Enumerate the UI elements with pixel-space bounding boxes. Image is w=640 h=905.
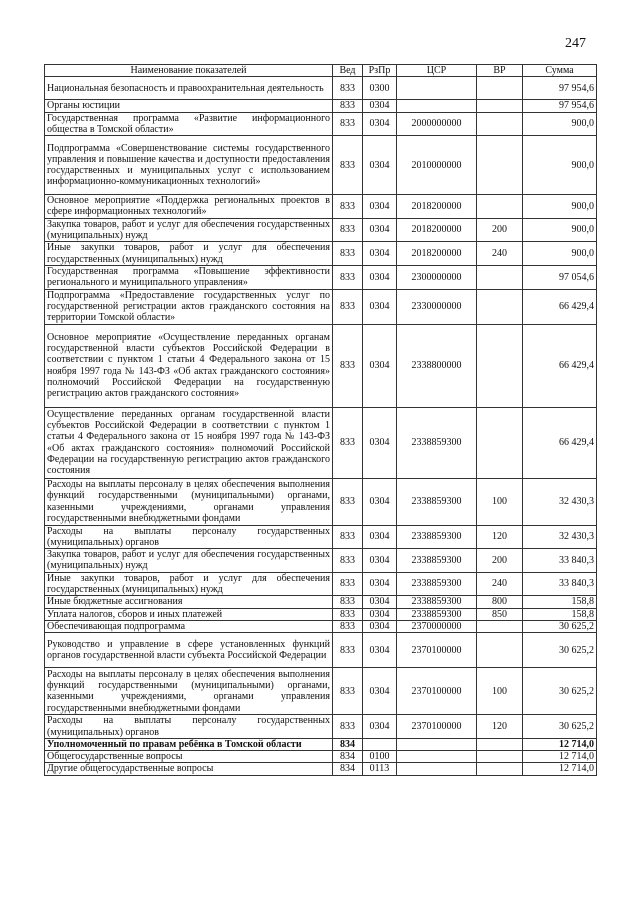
cell-vr [477, 77, 523, 100]
cell-sum: 97 054,6 [523, 265, 597, 289]
cell-vr: 200 [477, 218, 523, 242]
cell-sum: 66 429,4 [523, 324, 597, 407]
cell-sum: 66 429,4 [523, 289, 597, 324]
cell-rzpr: 0304 [363, 549, 397, 573]
cell-rzpr: 0304 [363, 265, 397, 289]
cell-ved: 834 [333, 738, 363, 750]
cell-name: Основное мероприятие «Поддержка региональных проектов в сфере информационных технологий» [45, 195, 333, 219]
cell-sum: 158,8 [523, 596, 597, 608]
cell-name: Иные закупки товаров, работ и услуг для обеспечения государственных (муниципальных) нужд [45, 242, 333, 266]
table-row [45, 596, 597, 608]
cell-rzpr: 0113 [363, 763, 397, 775]
cell-ved: 833 [333, 608, 363, 620]
cell-name: Иные закупки товаров, работ и услуг для обеспечения государственных (муниципальных) нужд [45, 572, 333, 596]
cell-vr [477, 633, 523, 668]
cell-csr: 2338859300 [397, 596, 477, 608]
cell-ved: 833 [333, 112, 363, 136]
cell-sum: 900,0 [523, 218, 597, 242]
cell-ved: 833 [333, 596, 363, 608]
table-row [45, 195, 597, 219]
cell-rzpr: 0100 [363, 751, 397, 763]
cell-sum: 12 714,0 [523, 763, 597, 775]
table-row [45, 478, 597, 525]
cell-rzpr: 0304 [363, 633, 397, 668]
cell-vr: 100 [477, 478, 523, 525]
cell-name: Расходы на выплаты персоналу государственных (муниципальных) органов [45, 525, 333, 549]
cell-sum: 30 625,2 [523, 620, 597, 632]
cell-sum: 12 714,0 [523, 751, 597, 763]
cell-rzpr: 0304 [363, 572, 397, 596]
cell-rzpr: 0304 [363, 136, 397, 195]
cell-rzpr: 0304 [363, 242, 397, 266]
header-vr: ВР [477, 65, 523, 77]
budget-table [44, 64, 597, 776]
cell-name: Органы юстиции [45, 100, 333, 112]
cell-csr [397, 751, 477, 763]
table-row [45, 265, 597, 289]
cell-csr: 2018200000 [397, 218, 477, 242]
cell-vr [477, 620, 523, 632]
cell-sum: 97 954,6 [523, 100, 597, 112]
cell-rzpr: 0304 [363, 596, 397, 608]
cell-csr: 2000000000 [397, 112, 477, 136]
header-csr: ЦСР [397, 65, 477, 77]
table-row [45, 218, 597, 242]
cell-csr [397, 100, 477, 112]
cell-sum: 30 625,2 [523, 633, 597, 668]
cell-vr [477, 751, 523, 763]
cell-ved: 833 [333, 525, 363, 549]
cell-ved: 833 [333, 407, 363, 478]
table-row [45, 572, 597, 596]
cell-csr: 2338859300 [397, 407, 477, 478]
cell-vr [477, 265, 523, 289]
table-row [45, 715, 597, 739]
cell-rzpr: 0304 [363, 608, 397, 620]
page-number: 247 [565, 36, 586, 51]
table-row [45, 242, 597, 266]
cell-name: Закупка товаров, работ и услуг для обеспечения государственных (муниципальных) нужд [45, 549, 333, 573]
cell-sum: 97 954,6 [523, 77, 597, 100]
table-row [45, 633, 597, 668]
cell-name: Государственная программа «Повышение эффективности регионального и муниципального управления» [45, 265, 333, 289]
header-rzpr: РзПр [363, 65, 397, 77]
cell-csr: 2338859300 [397, 525, 477, 549]
table-row [45, 525, 597, 549]
cell-sum: 900,0 [523, 136, 597, 195]
cell-ved: 833 [333, 218, 363, 242]
cell-sum: 33 840,3 [523, 549, 597, 573]
cell-ved: 833 [333, 195, 363, 219]
cell-csr: 2370000000 [397, 620, 477, 632]
cell-rzpr: 0304 [363, 668, 397, 715]
table-row [45, 407, 597, 478]
cell-rzpr: 0304 [363, 112, 397, 136]
cell-vr: 240 [477, 242, 523, 266]
cell-csr: 2370100000 [397, 715, 477, 739]
cell-vr [477, 289, 523, 324]
cell-csr: 2018200000 [397, 242, 477, 266]
cell-rzpr: 0304 [363, 195, 397, 219]
table-row [45, 620, 597, 632]
cell-name: Расходы на выплаты персоналу государственных (муниципальных) органов [45, 715, 333, 739]
cell-csr: 2370100000 [397, 668, 477, 715]
cell-vr [477, 738, 523, 750]
table-row [45, 751, 597, 763]
table-row [45, 100, 597, 112]
cell-name: Закупка товаров, работ и услуг для обеспечения государственных (муниципальных) нужд [45, 218, 333, 242]
cell-csr: 2300000000 [397, 265, 477, 289]
cell-name: Государственная программа «Развитие информационного общества в Томской области» [45, 112, 333, 136]
cell-sum: 32 430,3 [523, 478, 597, 525]
cell-ved: 833 [333, 265, 363, 289]
cell-vr [477, 407, 523, 478]
cell-vr [477, 763, 523, 775]
cell-rzpr: 0304 [363, 407, 397, 478]
cell-name: Руководство и управление в сфере установленных функций органов государственной власти субъекта Российской Федерации [45, 633, 333, 668]
cell-sum: 30 625,2 [523, 715, 597, 739]
cell-vr [477, 195, 523, 219]
table-row [45, 608, 597, 620]
cell-name: Общегосударственные вопросы [45, 751, 333, 763]
cell-vr: 800 [477, 596, 523, 608]
table-row [45, 668, 597, 715]
cell-rzpr [363, 738, 397, 750]
cell-ved: 833 [333, 136, 363, 195]
cell-vr [477, 324, 523, 407]
cell-csr: 2370100000 [397, 633, 477, 668]
table-row [45, 289, 597, 324]
cell-rzpr: 0304 [363, 715, 397, 739]
cell-vr: 200 [477, 549, 523, 573]
cell-csr: 2338859300 [397, 572, 477, 596]
cell-csr: 2330000000 [397, 289, 477, 324]
cell-rzpr: 0300 [363, 77, 397, 100]
cell-vr [477, 136, 523, 195]
header-name: Наименование показателей [45, 65, 333, 77]
cell-csr: 2338859300 [397, 478, 477, 525]
cell-ved: 833 [333, 549, 363, 573]
cell-csr: 2338859300 [397, 549, 477, 573]
cell-sum: 900,0 [523, 242, 597, 266]
cell-ved: 834 [333, 751, 363, 763]
cell-name: Подпрограмма «Предоставление государственных услуг по государственной регистрации актов гражданского состояния на территории Томской области» [45, 289, 333, 324]
table-body [45, 77, 597, 775]
cell-csr [397, 763, 477, 775]
cell-csr [397, 77, 477, 100]
cell-ved: 833 [333, 324, 363, 407]
cell-name: Уполномоченный по правам ребёнка в Томской области [45, 738, 333, 750]
cell-csr [397, 738, 477, 750]
cell-name: Обеспечивающая подпрограмма [45, 620, 333, 632]
cell-sum: 66 429,4 [523, 407, 597, 478]
cell-csr: 2018200000 [397, 195, 477, 219]
cell-ved: 833 [333, 100, 363, 112]
cell-name: Расходы на выплаты персоналу в целях обеспечения выполнения функций государственными (муниципальными) органами, казенными учреждениями, органами управления государственными внебюджетными фондами [45, 668, 333, 715]
cell-vr: 850 [477, 608, 523, 620]
cell-name: Национальная безопасность и правоохранительная деятельность [45, 77, 333, 100]
cell-ved: 833 [333, 668, 363, 715]
cell-vr: 120 [477, 525, 523, 549]
cell-vr [477, 112, 523, 136]
cell-name: Иные бюджетные ассигнования [45, 596, 333, 608]
cell-name: Другие общегосударственные вопросы [45, 763, 333, 775]
cell-name: Осуществление переданных органам государственной власти субъектов Российской Федерации в соответствии с пунктом 1 статьи 4 Федерального закона от 15 ноября 1997 года № 143-ФЗ «Об актах гражданского состояния» полномочий Российской Федерации на государственную регистрацию актов гражданского состояния [45, 407, 333, 478]
header-ved: Вед [333, 65, 363, 77]
cell-ved: 833 [333, 572, 363, 596]
cell-csr: 2338859300 [397, 608, 477, 620]
table-header-row [45, 65, 597, 77]
cell-ved: 833 [333, 478, 363, 525]
table-row [45, 136, 597, 195]
cell-sum: 12 714,0 [523, 738, 597, 750]
cell-sum: 33 840,3 [523, 572, 597, 596]
cell-name: Подпрограмма «Совершенствование системы государственного управления и повышение качества и доступности предоставления государственных и муниципальных услуг с использованием информационно-коммуникационных технологий» [45, 136, 333, 195]
table-row [45, 738, 597, 750]
table-row [45, 324, 597, 407]
cell-vr [477, 100, 523, 112]
cell-sum: 900,0 [523, 195, 597, 219]
cell-rzpr: 0304 [363, 100, 397, 112]
header-sum: Сумма [523, 65, 597, 77]
table-row [45, 549, 597, 573]
cell-vr: 120 [477, 715, 523, 739]
cell-name: Основное мероприятие «Осуществление переданных органам государственной власти субъектов Российской Федерации в соответствии с пунктом 1 статьи 4 Федерального закона от 15 ноября 1997 года № 143-ФЗ «Об актах гражданского состояния» полномочий Российской Федерации на государственную регистрацию актов гражданского состояния» [45, 324, 333, 407]
cell-ved: 833 [333, 633, 363, 668]
cell-ved: 834 [333, 763, 363, 775]
cell-rzpr: 0304 [363, 620, 397, 632]
cell-name: Уплата налогов, сборов и иных платежей [45, 608, 333, 620]
table-row [45, 112, 597, 136]
cell-sum: 30 625,2 [523, 668, 597, 715]
table-row [45, 77, 597, 100]
cell-vr: 240 [477, 572, 523, 596]
cell-rzpr: 0304 [363, 525, 397, 549]
cell-sum: 158,8 [523, 608, 597, 620]
cell-ved: 833 [333, 620, 363, 632]
cell-vr: 100 [477, 668, 523, 715]
cell-ved: 833 [333, 77, 363, 100]
table-row [45, 763, 597, 775]
cell-ved: 833 [333, 289, 363, 324]
cell-rzpr: 0304 [363, 289, 397, 324]
cell-sum: 32 430,3 [523, 525, 597, 549]
cell-csr: 2338800000 [397, 324, 477, 407]
cell-rzpr: 0304 [363, 324, 397, 407]
cell-rzpr: 0304 [363, 218, 397, 242]
cell-name: Расходы на выплаты персоналу в целях обеспечения выполнения функций государственными (муниципальными) органами, казенными учреждениями, органами управления государственными внебюджетными фондами [45, 478, 333, 525]
cell-ved: 833 [333, 242, 363, 266]
cell-sum: 900,0 [523, 112, 597, 136]
cell-csr: 2010000000 [397, 136, 477, 195]
cell-rzpr: 0304 [363, 478, 397, 525]
cell-ved: 833 [333, 715, 363, 739]
